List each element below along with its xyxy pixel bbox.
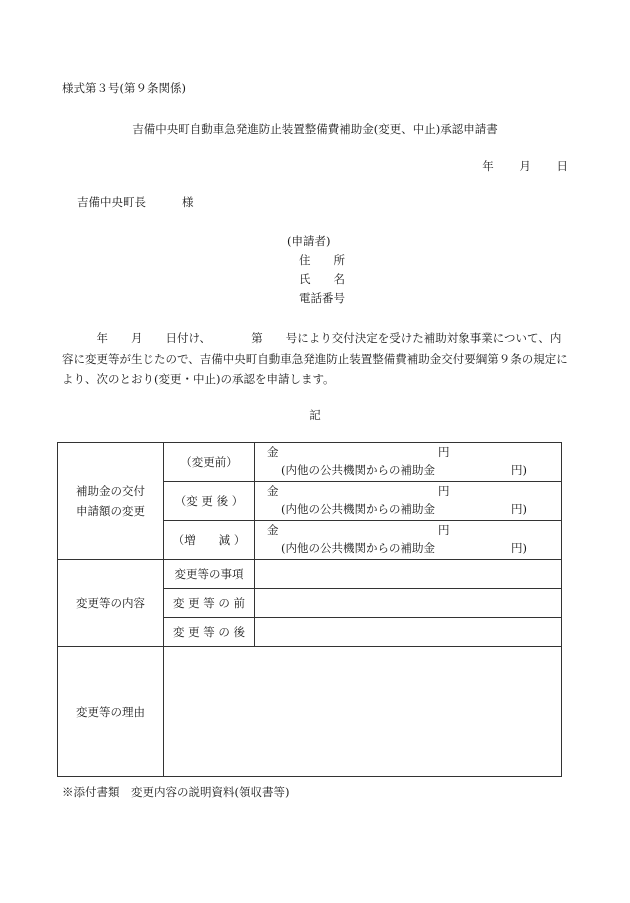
yen-label: 円 [438,445,450,459]
public-subsidy-label: (内他の公共機関からの補助金 [281,541,435,555]
application-table [57,442,562,777]
after-change-value-cell[interactable] [255,482,562,521]
date-day: 日 [556,159,568,173]
public-yen-label: 円) [511,463,527,477]
document-title: 吉備中央町自動車急発進防止装置整備費補助金(変更、中止)承認申請書 [132,122,498,136]
addressee-name: 吉備中央町長 [77,195,146,209]
ki-heading: 記 [309,408,321,422]
yen-label: 円 [438,523,450,537]
change-content-heading: 変更等の内容 [58,560,164,647]
applicant-heading: (申請者) [287,234,331,248]
addressee [77,194,194,210]
before-change-content-label: 変 更 等 の 前 [164,589,255,618]
body-text [62,328,569,390]
body-line-2: 容に変更等が生じたので、吉備中央町自動車急発進防止装置整備費補助金交付要綱第９条の規定に [62,351,568,366]
subsidy-heading-line-2: 申請額の変更 [76,504,145,518]
attachment-note: ※添付書類 変更内容の説明資料(領収書等) [62,785,290,799]
date-month: 月 [519,159,531,173]
applicant-phone-label: 電話番号 [299,291,345,305]
change-reason-field[interactable] [164,647,562,777]
increase-decrease-value-cell[interactable] [255,521,562,560]
increase-decrease-label: （増 減 ） [164,521,255,560]
subsidy-heading-line-1: 補助金の交付 [76,484,145,498]
form-number: 様式第３号(第９条関係) [62,81,186,95]
date-year: 年 [482,159,494,173]
public-yen-label: 円) [511,541,527,555]
kin-label: 金 [267,523,279,537]
after-change-label: （変 更 後 ） [164,482,255,521]
before-change-value-cell[interactable] [255,443,562,482]
public-yen-label: 円) [511,502,527,516]
public-subsidy-label: (内他の公共機関からの補助金 [281,502,435,516]
applicant-address-label: 住 所 [299,253,345,267]
kin-label: 金 [267,484,279,498]
applicant-name-label: 氏 名 [299,272,345,286]
after-change-content-field[interactable] [255,618,562,647]
change-reason-heading: 変更等の理由 [58,647,164,777]
public-subsidy-label: (内他の公共機関からの補助金 [281,463,435,477]
addressee-honorific: 様 [182,195,194,209]
before-change-content-field[interactable] [255,589,562,618]
change-item-field[interactable] [255,560,562,589]
kin-label: 金 [267,445,279,459]
body-line-1: 年 月 日付け、 第 号により交付決定を受けた補助対象事業について、内 [62,331,562,345]
change-item-label: 変更等の事項 [164,560,255,589]
yen-label: 円 [438,484,450,498]
date-line [460,158,568,174]
applicant-block [287,232,345,308]
body-line-3: より、次のとおり(変更・中止)の承認を申請します。 [62,372,335,386]
subsidy-change-heading [58,443,164,560]
after-change-content-label: 変 更 等 の 後 [164,618,255,647]
before-change-label: （変更前） [164,443,255,482]
